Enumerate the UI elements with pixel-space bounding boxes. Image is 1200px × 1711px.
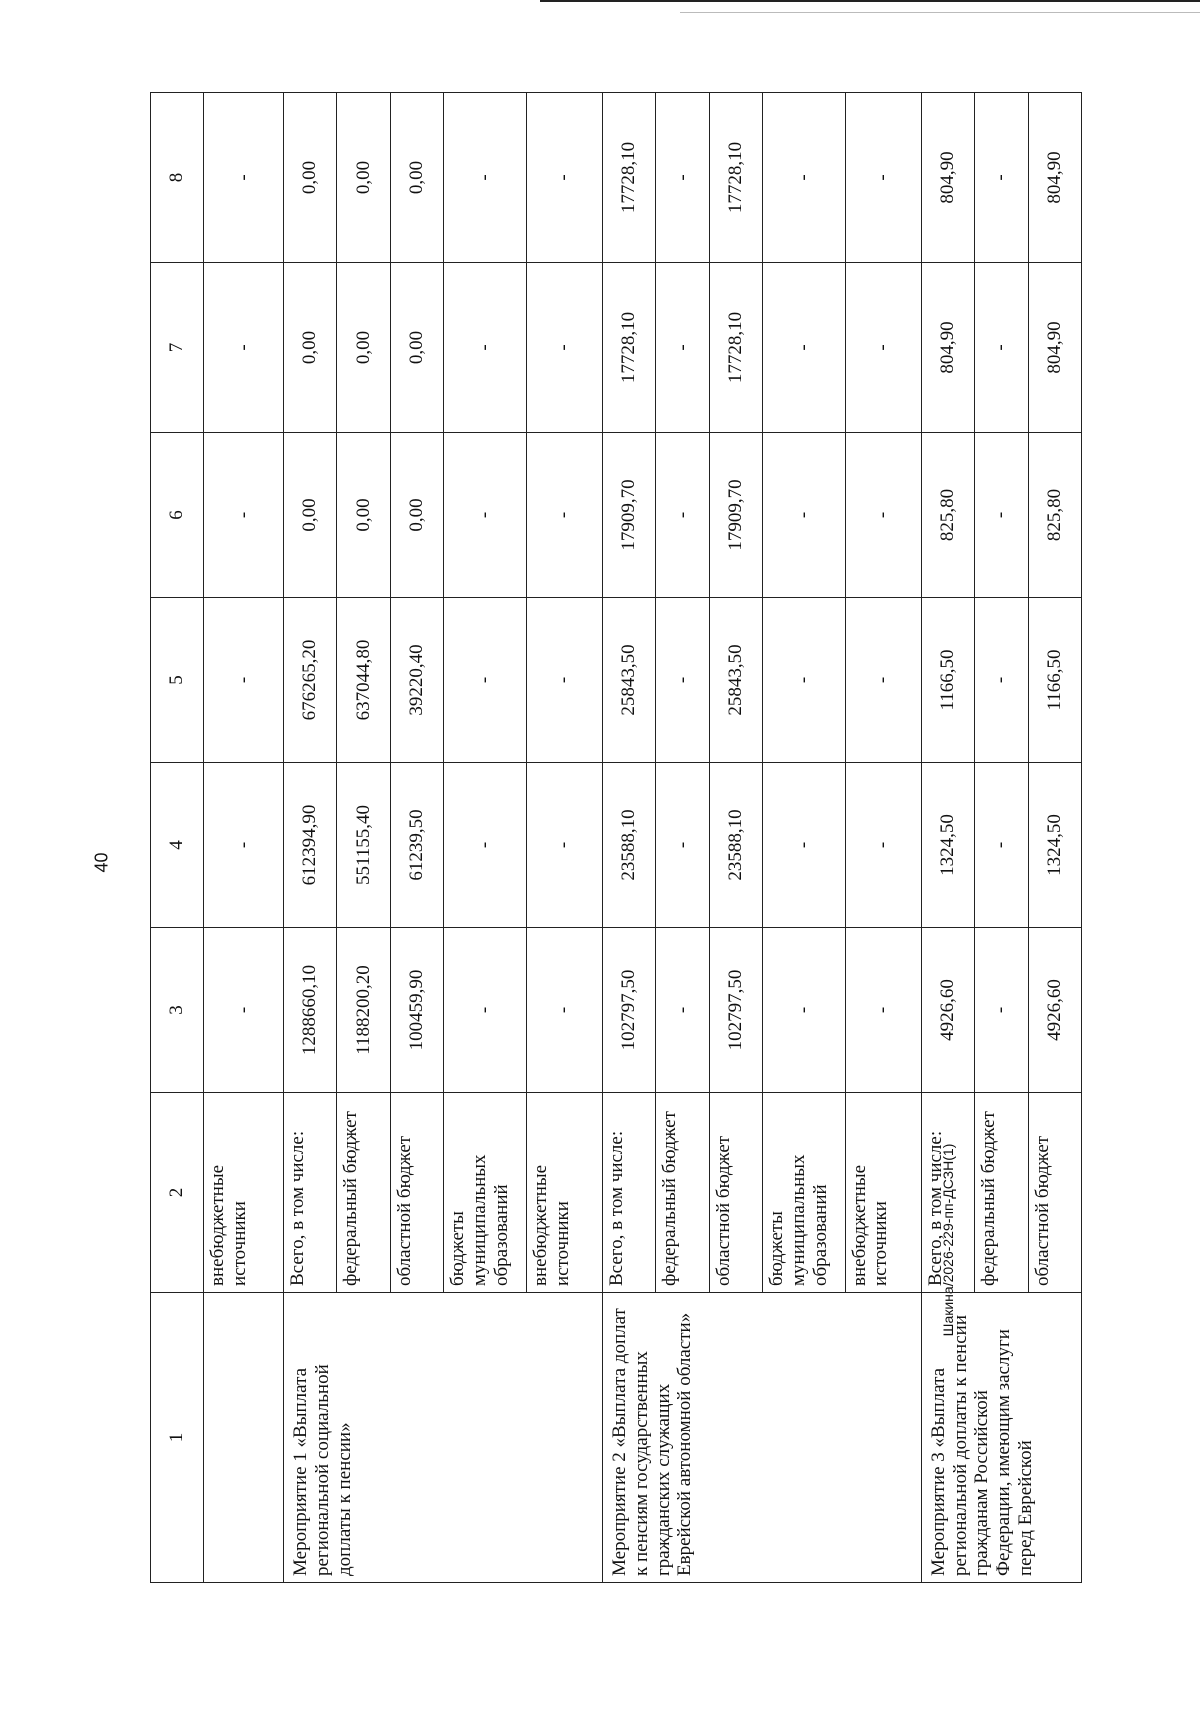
value-cell: - — [845, 433, 921, 598]
header-cell-6: 6 — [151, 433, 204, 598]
source-cell: федеральный бюджет — [656, 1093, 709, 1293]
value-cell: - — [975, 763, 1028, 928]
value-cell: - — [763, 433, 845, 598]
value-cell: - — [656, 598, 709, 763]
value-cell: 1166,50 — [921, 598, 974, 763]
header-cell-1: 1 — [151, 1293, 204, 1583]
table-rotated-container — [150, 93, 1082, 1583]
value-cell: - — [845, 763, 921, 928]
value-cell: - — [975, 433, 1028, 598]
table-header-row — [151, 93, 204, 1583]
value-cell: 4926,60 — [921, 928, 974, 1093]
value-cell: 1166,50 — [1028, 598, 1081, 763]
value-cell: - — [526, 433, 602, 598]
page-number: 40 — [91, 852, 112, 873]
value-cell: 100459,90 — [390, 928, 443, 1093]
value-cell: - — [656, 928, 709, 1093]
source-cell: внебюджетные источники — [845, 1093, 921, 1293]
value-cell: 17728,10 — [602, 93, 655, 263]
source-cell: бюджеты муниципальных образований — [444, 1093, 526, 1293]
source-cell: Всего, в том числе: — [921, 1093, 974, 1293]
value-cell: - — [444, 763, 526, 928]
header-cell-5: 5 — [151, 598, 204, 763]
value-cell: - — [763, 598, 845, 763]
table-row — [921, 93, 974, 1583]
value-cell: 804,90 — [1028, 263, 1081, 433]
value-cell: - — [526, 598, 602, 763]
value-cell: - — [526, 763, 602, 928]
value-cell: - — [763, 763, 845, 928]
value-cell: - — [204, 763, 284, 928]
value-cell: 0,00 — [283, 93, 336, 263]
value-cell: 551155,40 — [337, 763, 390, 928]
value-cell: 0,00 — [390, 263, 443, 433]
value-cell: 676265,20 — [283, 598, 336, 763]
value-cell: 17909,70 — [602, 433, 655, 598]
value-cell: - — [845, 93, 921, 263]
value-cell: 0,00 — [337, 433, 390, 598]
value-cell: 825,80 — [921, 433, 974, 598]
header-cell-2: 2 — [151, 1093, 204, 1293]
table-row — [602, 93, 655, 1583]
scan-edge-line-thin — [680, 12, 1200, 13]
value-cell: - — [763, 263, 845, 433]
value-cell: 17728,10 — [709, 93, 762, 263]
source-cell: Всего, в том числе: — [283, 1093, 336, 1293]
value-cell: - — [975, 598, 1028, 763]
value-cell: - — [204, 93, 284, 263]
value-cell: 804,90 — [921, 263, 974, 433]
value-cell: - — [444, 93, 526, 263]
document-code: Шакина/2026-229-пп-ДСЗН(1) — [940, 1143, 956, 1337]
value-cell: - — [204, 433, 284, 598]
source-cell: областной бюджет — [709, 1093, 762, 1293]
event-cell: Мероприятие 3 «Выплата региональной доплаты к пенсии гражданам Российской Федерации, имеющим заслуги перед Еврейской — [921, 1293, 1081, 1583]
table-row — [204, 93, 284, 1583]
value-cell: - — [526, 263, 602, 433]
value-cell: 0,00 — [390, 93, 443, 263]
value-cell: - — [204, 598, 284, 763]
header-cell-3: 3 — [151, 928, 204, 1093]
value-cell: 1324,50 — [921, 763, 974, 928]
event-cell: Мероприятие 2 «Выплата доплат к пенсиям государственных гражданских служащих Еврейской автономной области» — [602, 1293, 921, 1583]
value-cell: - — [526, 928, 602, 1093]
event-cell — [204, 1293, 284, 1583]
value-cell: - — [444, 598, 526, 763]
value-cell: - — [656, 763, 709, 928]
value-cell: 23588,10 — [602, 763, 655, 928]
funding-table — [150, 92, 1082, 1583]
value-cell: - — [526, 93, 602, 263]
source-cell: внебюджетные источники — [204, 1093, 284, 1293]
value-cell: - — [975, 93, 1028, 263]
scan-edge-line — [540, 0, 1200, 2]
value-cell: - — [444, 433, 526, 598]
value-cell: - — [656, 93, 709, 263]
value-cell: 0,00 — [390, 433, 443, 598]
value-cell: - — [444, 928, 526, 1093]
source-cell: областной бюджет — [1028, 1093, 1081, 1293]
source-cell: Всего, в том числе: — [602, 1093, 655, 1293]
value-cell: 612394,90 — [283, 763, 336, 928]
value-cell: - — [656, 433, 709, 598]
value-cell: 25843,50 — [602, 598, 655, 763]
header-cell-7: 7 — [151, 263, 204, 433]
value-cell: 804,90 — [921, 93, 974, 263]
value-cell: - — [204, 263, 284, 433]
value-cell: 804,90 — [1028, 93, 1081, 263]
source-cell: бюджеты муниципальных образований — [763, 1093, 845, 1293]
value-cell: - — [845, 598, 921, 763]
source-cell: внебюджетные источники — [526, 1093, 602, 1293]
header-cell-8: 8 — [151, 93, 204, 263]
value-cell: 1288660,10 — [283, 928, 336, 1093]
value-cell: 61239,50 — [390, 763, 443, 928]
source-cell: федеральный бюджет — [337, 1093, 390, 1293]
value-cell: - — [763, 93, 845, 263]
value-cell: 39220,40 — [390, 598, 443, 763]
value-cell: 4926,60 — [1028, 928, 1081, 1093]
value-cell: - — [975, 928, 1028, 1093]
value-cell: 17909,70 — [709, 433, 762, 598]
value-cell: 825,80 — [1028, 433, 1081, 598]
value-cell: - — [975, 263, 1028, 433]
header-cell-4: 4 — [151, 763, 204, 928]
value-cell: - — [204, 928, 284, 1093]
value-cell: 1188200,20 — [337, 928, 390, 1093]
table-row — [283, 93, 336, 1583]
source-cell: федеральный бюджет — [975, 1093, 1028, 1293]
value-cell: - — [763, 928, 845, 1093]
event-cell: Мероприятие 1 «Выплата региональной социальной доплаты к пенсии» — [283, 1293, 602, 1583]
value-cell: 25843,50 — [709, 598, 762, 763]
value-cell: 17728,10 — [709, 263, 762, 433]
value-cell: 102797,50 — [709, 928, 762, 1093]
source-cell: областной бюджет — [390, 1093, 443, 1293]
value-cell: 23588,10 — [709, 763, 762, 928]
value-cell: 637044,80 — [337, 598, 390, 763]
value-cell: - — [444, 263, 526, 433]
value-cell: 17728,10 — [602, 263, 655, 433]
value-cell: 0,00 — [337, 263, 390, 433]
value-cell: 102797,50 — [602, 928, 655, 1093]
value-cell: 0,00 — [283, 263, 336, 433]
value-cell: 1324,50 — [1028, 763, 1081, 928]
value-cell: 0,00 — [283, 433, 336, 598]
value-cell: - — [845, 263, 921, 433]
value-cell: 0,00 — [337, 93, 390, 263]
value-cell: - — [845, 928, 921, 1093]
value-cell: - — [656, 263, 709, 433]
